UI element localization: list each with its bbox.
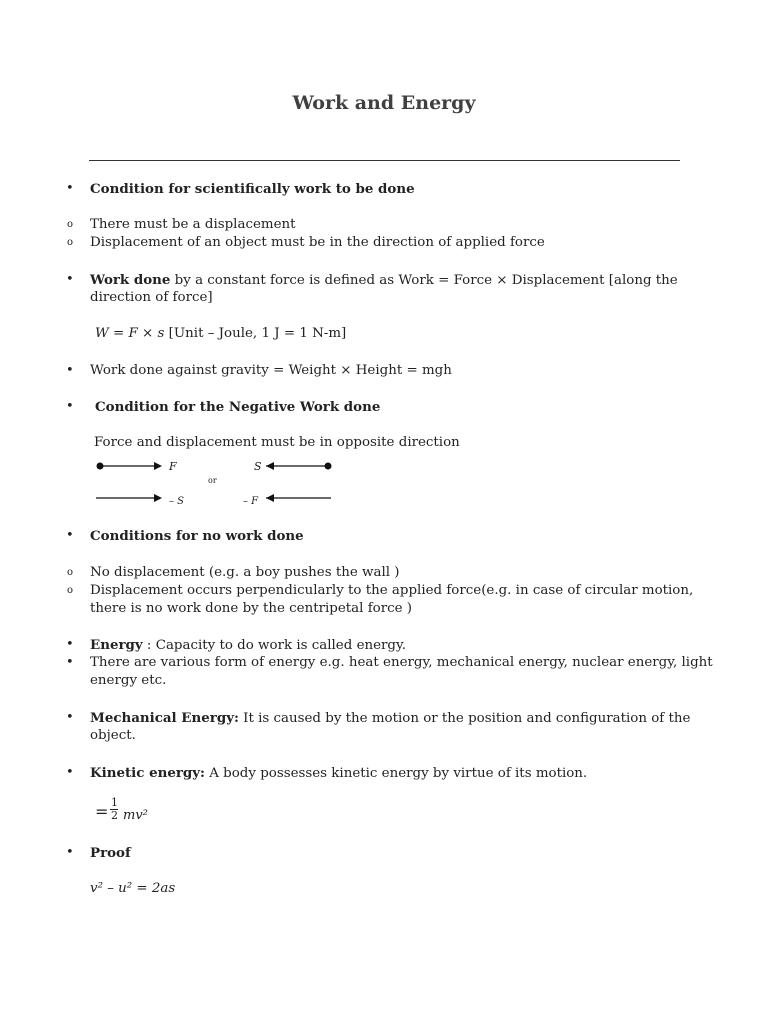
label-minus-f: – F [243,496,259,507]
arrowhead [266,462,274,470]
fraction-numerator: 1 [111,796,118,809]
energy-forms: There are various form of energy e.g. heat energy, mechanical energy, nuclear energy, light [90,655,713,670]
work-done-definition: Work done by a constant force is defined as Work = Force × Displacement [along the [90,272,678,288]
no-work-heading: Conditions for no work done [90,528,304,544]
bullet-marker: • [66,710,74,725]
work-formula: W = F × s [Unit – Joule, 1 J = 1 N-m] [95,326,347,341]
no-work-item-cont: there is no work done by the centripetal force ) [90,601,413,616]
label-s: S [254,460,262,473]
formula-mv-squared: mv² [123,808,148,823]
label-minus-s: – S [169,496,185,507]
bullet-marker: • [66,272,74,287]
condition-item: There must be a displacement [90,217,296,232]
bullet-marker: • [66,181,74,196]
negative-work-text: Force and displacement must be in opposite direction [94,435,460,450]
label-or: or [208,476,217,485]
bullet-marker: • [66,399,74,414]
arrowhead [266,494,274,502]
bullet-marker: • [66,637,74,652]
sub-bullet-marker: o [67,585,74,596]
no-work-item: No displacement (e.g. a boy pushes the wall ) [90,565,400,580]
proof-heading: Proof [90,845,131,861]
condition-item: Displacement of an object must be in the direction of applied force [90,235,545,250]
sub-bullet-marker: o [67,219,74,230]
no-work-item: Displacement occurs perpendicularly to the applied force(e.g. in case of circular motion, [90,583,694,598]
sub-bullet-marker: o [67,567,74,578]
energy-forms-cont: energy etc. [90,673,167,688]
bullet-marker: • [66,363,74,378]
kinetic-energy-definition: Kinetic energy: A body possesses kinetic energy by virtue of its motion. [90,765,588,781]
bullet-marker: • [66,528,74,543]
mechanical-energy-definition: Mechanical Energy: It is caused by the motion or the position and configuration of the [90,710,691,726]
gravity-work-line: Work done against gravity = Weight × Height = mgh [90,363,452,378]
mechanical-energy-cont: object. [90,728,136,743]
condition-heading: Condition for scientifically work to be done [90,181,415,197]
sub-bullet-marker: o [67,237,74,248]
bullet-marker: • [66,765,74,780]
energy-definition: Energy : Capacity to do work is called energy. [90,637,407,653]
label-f: F [169,460,177,473]
proof-formula: v² – u² = 2as [90,881,176,896]
work-done-definition-cont: direction of force] [90,290,213,305]
arrowhead [154,462,162,470]
page-title: Work and Energy [292,92,476,114]
negative-work-heading: Condition for the Negative Work done [95,399,381,415]
arrowhead [154,494,162,502]
equals-sign: = [95,802,109,821]
bullet-marker: • [66,655,74,670]
bullet-marker: • [66,845,74,860]
dot-marker [325,463,332,470]
title-divider [89,160,680,161]
fraction-denominator: 2 [111,809,118,822]
force-displacement-diagram [90,455,350,515]
